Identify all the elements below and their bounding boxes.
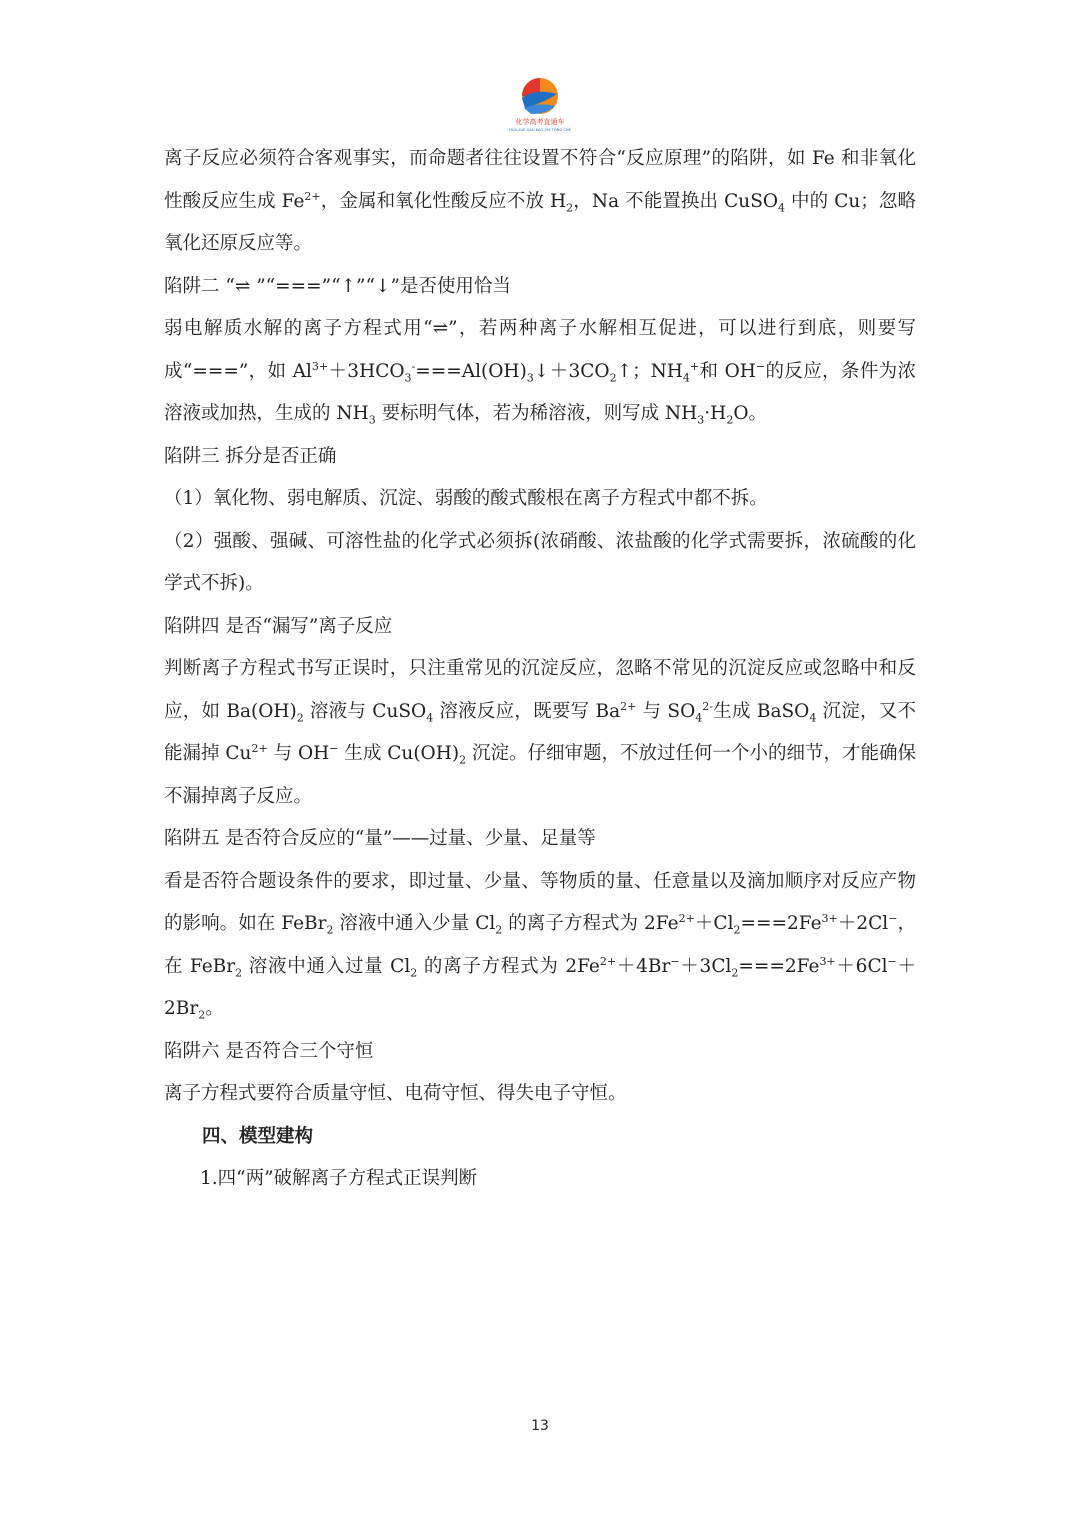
paragraph-trap1-body: 离子反应必须符合客观事实，而命题者往往设置不符合“反应原理”的陷阱，如 Fe 和非氧化性酸反应生成 $Fe^{2+}$，金属和氧化性酸反应不放 $H_2$，Na 不能置换出 CuSO$_4$ 中的 Cu；忽略氧化还原反应等。: [164, 148, 917, 254]
logo-subtext: HUA XUE GAO KAO ZHI TONG CHE: [509, 128, 571, 132]
heading-trap3: 陷阱三 拆分是否正确: [164, 445, 337, 467]
list-item-trap3-1: （1）氧化物、弱电解质、沉淀、弱酸的酸式酸根在离子方程式中都不拆。: [164, 488, 768, 509]
heading-trap4: 陷阱四 是否“漏写”离子反应: [164, 615, 393, 637]
list-item-trap3-2: （2）强酸、强碱、可溶性盐的化学式必须拆(浓硝酸、浓盐酸的化学式需要拆，浓硫酸的化学式不拆)。: [164, 530, 916, 594]
paragraph-trap4-body: 判断离子方程式书写正误时，只注重常见的沉淀反应，忽略不常见的沉淀反应或忽略中和反应，如 $Ba(OH)_2$ 溶液与 CuSO$_4$ 溶液反应，既要写 $Ba^{2+}$ 与 $SO_4^{2-}$生成 BaSO$_4$ 沉淀，又不能漏掉 $Cu^{2+}$ 与 OH− 生成 $Cu(OH)_2$ 沉淀。仔细审题，不放过任何一个小的细节，才能确保不漏掉离子反应。: [164, 658, 916, 807]
chemistry-gaokao-logo-icon: [505, 74, 575, 132]
logo-text: 化学高考直通车: [515, 118, 565, 126]
section-heading-model: 四、模型建构: [202, 1125, 314, 1147]
paragraph-trap2-body: 弱电解质水解的离子方程式用“⇌”，若两种离子水解相互促进，可以进行到底，则要写成“===”，如 $Al^{3+}+3HCO_3^-===Al(OH)_3↓+3CO_2↑$；$NH_4^+$和 OH−的反应，条件为浓溶液或加热，生成的 $NH_3$ 要标明气体，若为稀溶液，则写成 $NH_3\cdot H_2O$。: [164, 318, 916, 427]
page-number: 13: [531, 1418, 549, 1434]
section-item-1: 1.四“两”破解离子方程式正误判断: [200, 1168, 478, 1189]
paragraph-trap5-body: 看是否符合题设条件的要求，即过量、少量、等物质的量、任意量以及滴加顺序对反应产物的影响。如在 FeBr$_2$ 溶液中通入少量 $Cl_2$ 的离子方程式为 $2Fe^{2+}+Cl_2===2Fe^{3+}+2Cl^-$，在 FeBr$_2$ 溶液中通入过量 $Cl_2$ 的离子方程式为 $2Fe^{2+}+4Br^-+3Cl_2===2Fe^{3+}+6Cl^-+2Br_2$。: [164, 870, 916, 1022]
heading-trap6: 陷阱六 是否符合三个守恒: [164, 1040, 374, 1062]
document-body: [164, 138, 916, 1201]
header-logo: [505, 74, 575, 132]
heading-trap5: 陷阱五 是否符合反应的“量”——过量、少量、足量等: [164, 828, 596, 849]
paragraph-trap6-body: 离子方程式要符合质量守恒、电荷守恒、得失电子守恒。: [164, 1083, 627, 1104]
heading-trap2: 陷阱二 “⇌ ”“===”“↑”“↓”是否使用恰当: [164, 275, 511, 297]
